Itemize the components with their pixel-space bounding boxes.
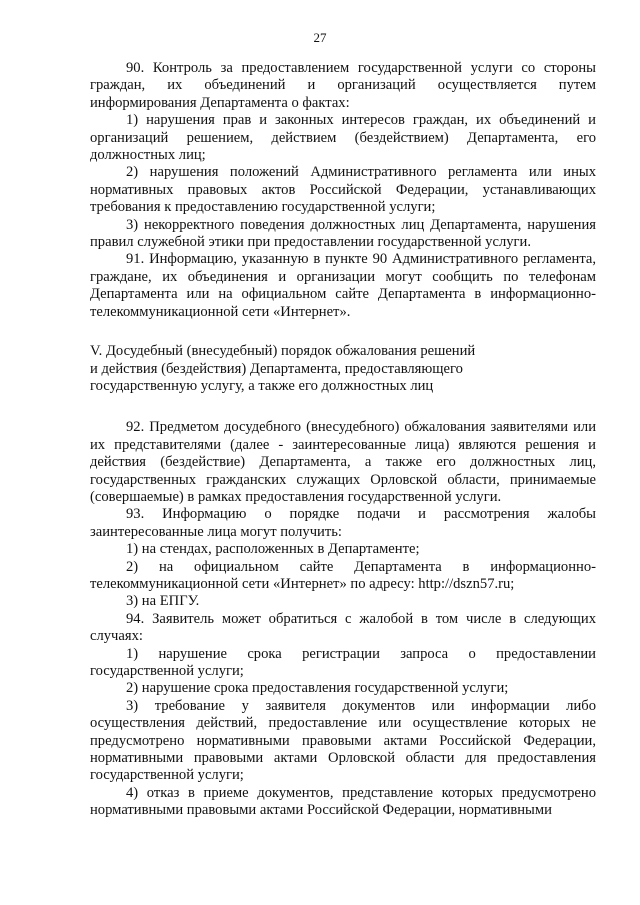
paragraph-94-item-4: 4) отказ в приеме документов, представление которых предусмотрено нормативными правовыми актами Российской Федерации, нормативными <box>90 784 596 819</box>
paragraph-93-item-1: 1) на стендах, расположенных в Департаменте; <box>126 541 420 558</box>
section-heading-line: V. Досудебный (внесудебный) порядок обжалования решений <box>90 343 476 360</box>
document-body <box>90 60 596 820</box>
section-heading-line: и действия (бездействия) Департамента, предоставляющего <box>90 360 463 377</box>
paragraph-90-item-3: 3) некорректного поведения должностных лиц Департамента, нарушения правил служебной этики при предоставлении государственной услуги. <box>90 216 596 251</box>
paragraph-90: 90. Контроль за предоставлением государственной услуги со стороны граждан, их объединений и организаций осуществляется путем информирования Департамента о фактах: <box>90 60 596 111</box>
paragraph-94-item-3: 3) требование у заявителя документов или информации либо осуществления действий, предоставление или осуществление которых не предусмотрено нормативными правовыми актами Российской Федерации, нормативными правовыми актами Орловской области для предоставления государственной услуги; <box>90 697 596 784</box>
paragraph-94-item-2: 2) нарушение срока предоставления государственной услуги; <box>126 680 509 697</box>
paragraph-94: 94. Заявитель может обратиться с жалобой в том числе в следующих случаях: <box>90 610 596 645</box>
paragraph-91: 91. Информацию, указанную в пункте 90 Административного регламента, граждане, их объединения и организации могут сообщить по телефонам Департамента или на официальном сайте Департамента в информационно-телекоммуникационной сети «Интернет». <box>90 251 596 320</box>
paragraph-93-item-2: 2) на официальном сайте Департамента в информационно-телекоммуникационной сети «Интернет» по адресу: http://dszn57.ru; <box>90 558 596 592</box>
paragraph-90-item-1: 1) нарушения прав и законных интересов граждан, их объединений и организаций решением, действием (бездействием) Департамента, его должностных лиц; <box>90 112 596 164</box>
paragraph-90-item-2: 2) нарушения положений Административного регламента или иных нормативных правовых актов Российской Федерации, устанавливающих требования к предоставлению государственной услуги; <box>90 164 596 216</box>
paragraph-93-item-3: 3) на ЕПГУ. <box>126 593 200 610</box>
paragraph-94-item-1: 1) нарушение срока регистрации запроса о предоставлении государственной услуги; <box>90 645 596 679</box>
page-number: 27 <box>313 30 327 45</box>
section-heading <box>90 343 596 395</box>
paragraph-93: 93. Информацию о порядке подачи и рассмотрения жалобы заинтересованные лица могут получить: <box>90 506 596 540</box>
paragraph-92: 92. Предметом досудебного (внесудебного) обжалования заявителями или их представителями (далее - заинтересованные лица) являются решения и действия (бездействие) Департамента, а также его должностных лиц, государственных гражданских служащих Орловской области, принимаемые (совершаемые) в рамках предоставления государственной услуги. <box>90 419 596 505</box>
section-heading-line: государственную услугу, а также его должностных лиц <box>90 377 434 394</box>
